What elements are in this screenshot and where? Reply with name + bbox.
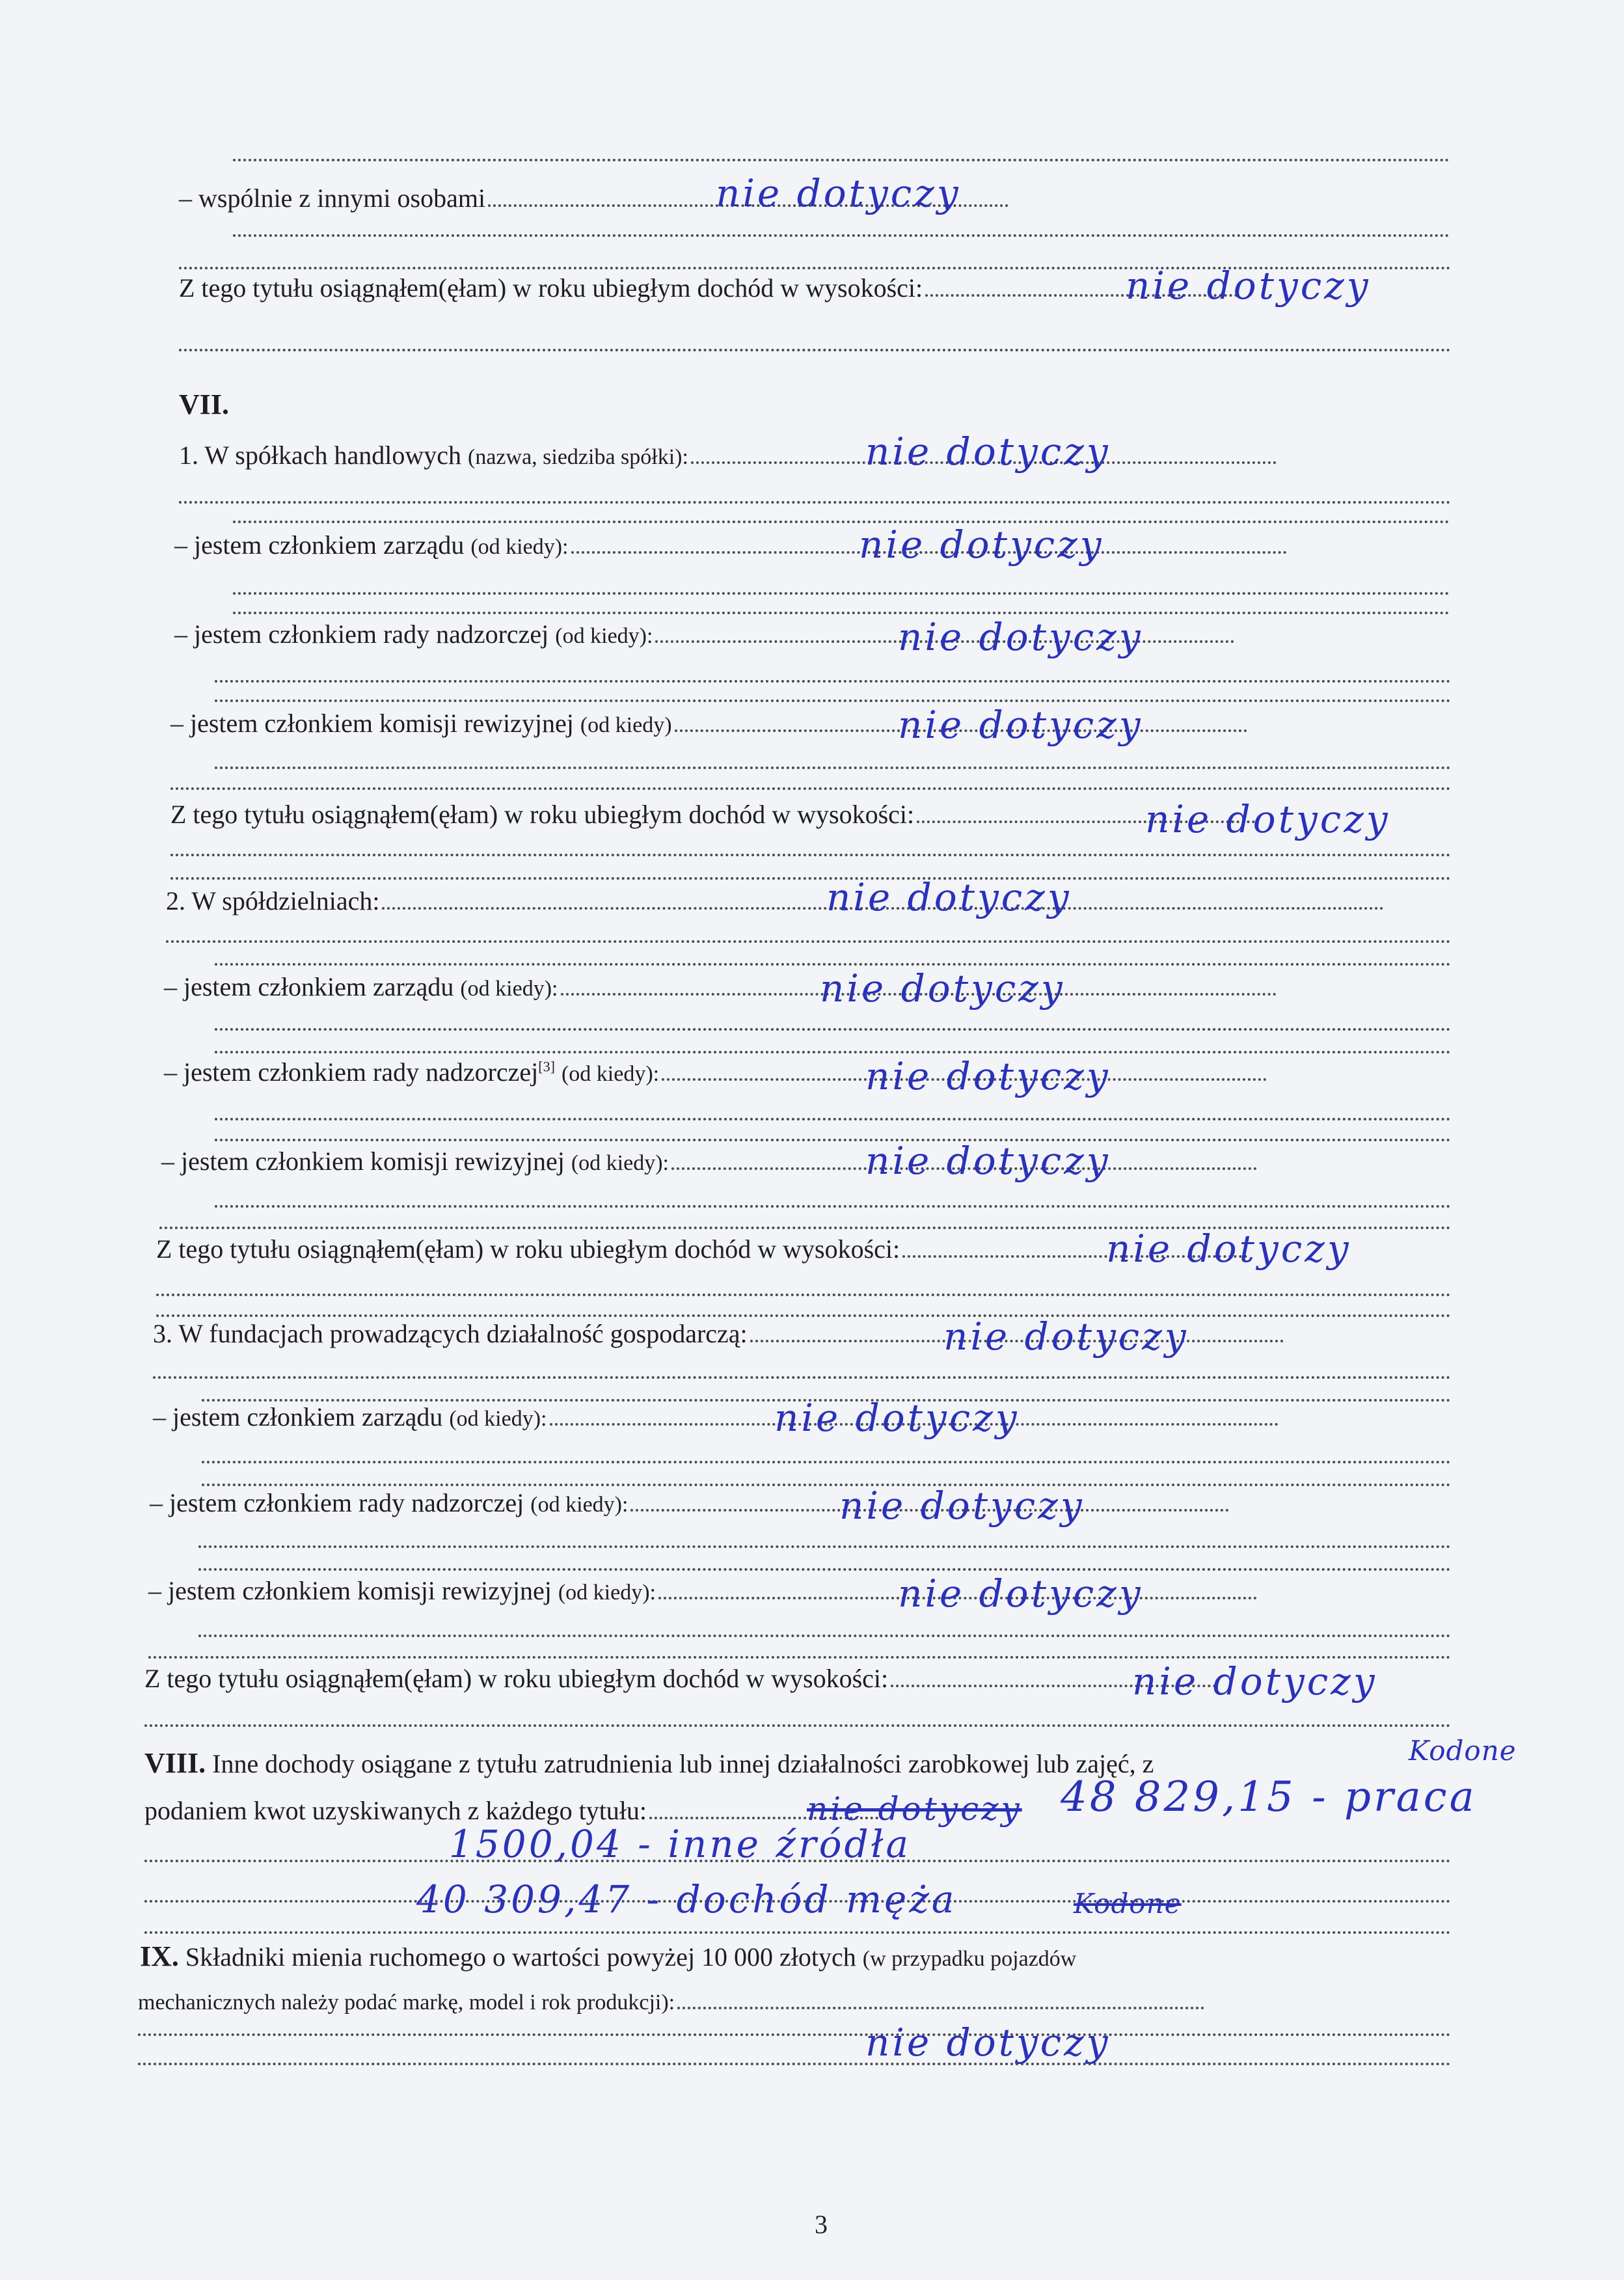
row-income-7a: Z tego tytułu osiągnąłem(ęłam) w roku ubiegłym dochód w wysokości: xyxy=(170,802,1255,828)
row-spoldzielnie: 2. W spółdzielniach: xyxy=(166,888,1384,914)
dotted-line xyxy=(179,349,1451,351)
dotted-line xyxy=(156,1314,1451,1317)
row-rada-2: – jestem członkiem rady nadzorczej[3] (od kiedy): xyxy=(164,1059,1267,1085)
handwritten-nie-dotyczy-crossed: nie dotyczy xyxy=(807,1790,1022,1828)
handwritten-nie-dotyczy: nie dotyczy xyxy=(865,1054,1111,1098)
dotted-line xyxy=(202,1461,1451,1463)
dotted-line xyxy=(215,1205,1451,1208)
dotted-line xyxy=(170,787,1451,790)
row-komisja-3: – jestem członkiem komisji rewizyjnej (od kiedy): xyxy=(148,1578,1257,1604)
handwritten-nie-dotyczy: nie dotyczy xyxy=(898,1571,1143,1616)
row-komisja-2: – jestem członkiem komisji rewizyjnej (od kiedy): xyxy=(161,1148,1257,1174)
handwritten-signature: Kodone xyxy=(1074,1888,1182,1920)
section-header-ix: IX. xyxy=(140,1940,179,1972)
dotted-line xyxy=(215,767,1451,769)
section-header-viii: VIII. xyxy=(144,1747,206,1779)
dotted-line xyxy=(202,1484,1451,1486)
dotted-line xyxy=(233,234,1450,237)
dotted-line xyxy=(198,1568,1451,1571)
handwritten-nie-dotyczy: nie dotyczy xyxy=(1132,1659,1377,1703)
dotted-line xyxy=(148,1656,1451,1659)
row-inne-2: podaniem kwot uzyskiwanych z każdego tytułu: xyxy=(144,1798,884,1824)
dotted-line xyxy=(215,1051,1451,1053)
row-income-7c: Z tego tytułu osiągnąłem(ęłam) w roku ubiegłym dochód w wysokości: xyxy=(144,1666,1216,1692)
section-header-vii: VII. xyxy=(179,388,230,420)
row-income-6: Z tego tytułu osiągnąłem(ęłam) w roku ubiegłym dochód w wysokości: xyxy=(179,275,1238,301)
row-ruchome-2: mechanicznych należy podać markę, model i rok produkcji): xyxy=(138,1988,1204,2014)
dotted-line xyxy=(153,1376,1451,1379)
handwritten-income-other: 1500,04 - inne źródła xyxy=(449,1822,912,1866)
dotted-line xyxy=(215,699,1451,702)
dotted-line xyxy=(144,1931,1451,1934)
handwritten-nie-dotyczy: nie dotyczy xyxy=(943,1314,1189,1359)
dotted-line xyxy=(233,592,1450,595)
dotted-line xyxy=(215,1118,1451,1120)
row-rada-3: – jestem członkiem rady nadzorczej (od kiedy): xyxy=(150,1490,1229,1516)
dotted-line xyxy=(198,1635,1451,1637)
page-number: 3 xyxy=(815,2210,828,2239)
dotted-line xyxy=(138,2063,1451,2065)
handwritten-signature: Kodone xyxy=(1409,1735,1517,1767)
handwritten-nie-dotyczy: nie dotyczy xyxy=(1145,797,1390,841)
handwritten-income-spouse: 40 309,47 - dochód męża xyxy=(416,1877,957,1921)
row-ruchome-1: IX. Składniki mienia ruchomego o wartości powyżej 10 000 złotych (w przypadku pojazdów xyxy=(140,1940,1077,1972)
dotted-line xyxy=(166,940,1451,943)
dotted-line xyxy=(233,159,1450,161)
handwritten-nie-dotyczy: nie dotyczy xyxy=(898,703,1143,747)
handwritten-income-work: 48 829,15 - praca xyxy=(1061,1773,1477,1821)
row-spolki: 1. W spółkach handlowych (nazwa, siedziba spółki): xyxy=(179,442,1277,468)
dotted-line xyxy=(170,877,1451,880)
row-komisja: – jestem członkiem komisji rewizyjnej (od kiedy) xyxy=(170,711,1247,737)
dotted-line xyxy=(233,521,1450,523)
dotted-line xyxy=(156,1294,1451,1296)
handwritten-nie-dotyczy: nie dotyczy xyxy=(839,1484,1085,1528)
dotted-line xyxy=(198,1545,1451,1548)
row-wspolnie: – wspólnie z innymi osobami xyxy=(179,185,1008,211)
row-inne-1: VIII. Inne dochody osiągane z tytułu zatrudnienia lub innej działalności zarobkowej lub zajęć, z xyxy=(144,1747,1154,1779)
handwritten-nie-dotyczy: nie dotyczy xyxy=(865,1139,1111,1183)
handwritten-nie-dotyczy: nie dotyczy xyxy=(820,966,1065,1011)
row-fundacje: 3. W fundacjach prowadzących działalność gospodarczą: xyxy=(153,1321,1284,1347)
handwritten-nie-dotyczy: nie dotyczy xyxy=(898,615,1143,659)
dotted-line xyxy=(215,1139,1451,1141)
handwritten-nie-dotyczy: nie dotyczy xyxy=(859,522,1104,567)
row-income-7b: Z tego tytułu osiągnąłem(ęłam) w roku ubiegłym dochód w wysokości: xyxy=(156,1236,1247,1262)
dotted-line xyxy=(215,1028,1451,1031)
row-zarzad-2: – jestem członkiem zarządu (od kiedy): xyxy=(164,974,1277,1000)
dotted-line xyxy=(215,680,1451,683)
handwritten-nie-dotyczy: nie dotyczy xyxy=(865,2020,1111,2065)
handwritten-nie-dotyczy: nie dotyczy xyxy=(865,429,1111,474)
dotted-line xyxy=(170,854,1451,856)
handwritten-nie-dotyczy: nie dotyczy xyxy=(716,171,961,215)
row-zarzad-3: – jestem członkiem zarządu (od kiedy): xyxy=(153,1404,1279,1430)
dotted-line xyxy=(138,2033,1451,2036)
row-zarzad: – jestem członkiem zarządu (od kiedy): xyxy=(174,532,1287,558)
dotted-line xyxy=(215,963,1451,966)
handwritten-nie-dotyczy: nie dotyczy xyxy=(826,875,1072,919)
row-rada: – jestem członkiem rady nadzorczej (od kiedy): xyxy=(174,621,1234,647)
handwritten-nie-dotyczy: nie dotyczy xyxy=(1126,264,1371,308)
dotted-line xyxy=(233,612,1450,614)
handwritten-nie-dotyczy: nie dotyczy xyxy=(774,1396,1020,1440)
handwritten-nie-dotyczy: nie dotyczy xyxy=(1106,1227,1351,1271)
dotted-line xyxy=(179,501,1451,504)
dotted-line xyxy=(144,1724,1451,1727)
